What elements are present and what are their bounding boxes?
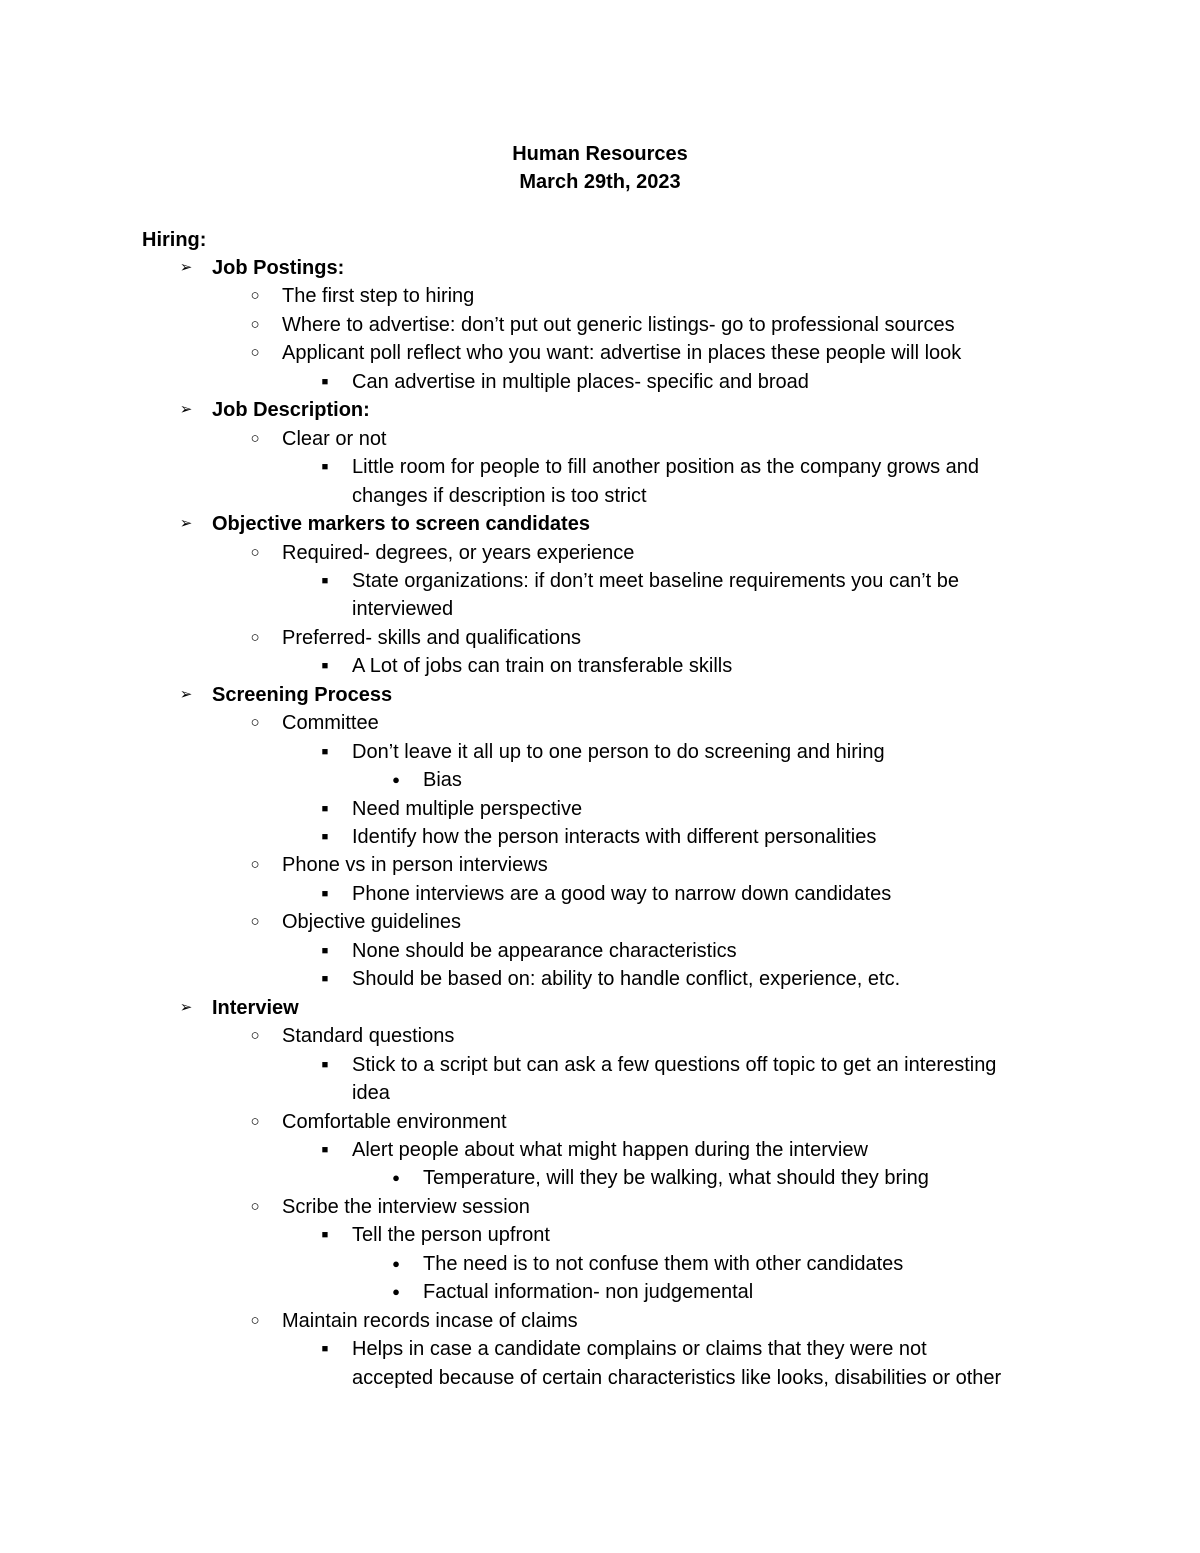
circle-bullet-icon: ○ — [250, 1311, 260, 1329]
square-bullet-icon: ■ — [321, 973, 329, 986]
arrow-bullet-icon: ➢ — [179, 401, 193, 419]
arrow-bullet-icon: ➢ — [179, 998, 193, 1016]
line-text: Required- degrees, or years experience — [282, 541, 635, 564]
line-text: Screening Process — [212, 683, 393, 706]
disc-bullet-icon: ● — [392, 1255, 400, 1271]
line-text: Should be based on: ability to handle conflict, experience, etc. — [352, 968, 901, 991]
line-text: Committee — [282, 712, 379, 735]
circle-bullet-icon: ○ — [250, 287, 260, 305]
line-text: accepted because of certain characteristics like looks, disabilities or other — [352, 1366, 1002, 1389]
line-text: A Lot of jobs can train on transferable skills — [352, 655, 733, 678]
square-bullet-icon: ■ — [321, 575, 329, 587]
circle-bullet-icon: ○ — [250, 714, 260, 732]
line-text: Maintain records incase of claims — [282, 1309, 578, 1332]
square-bullet-icon: ■ — [321, 1058, 329, 1071]
section-heading-hiring: Hiring: — [142, 229, 207, 251]
line-text: Comfortable environment — [282, 1110, 507, 1133]
disc-bullet-icon: ● — [392, 1284, 400, 1300]
square-bullet-icon: ■ — [321, 887, 329, 900]
line-text: Interview — [212, 996, 299, 1019]
circle-bullet-icon: ○ — [250, 856, 260, 874]
line-text: Phone vs in person interviews — [282, 854, 548, 877]
line-text: The need is to not confuse them with other candidates — [423, 1252, 904, 1275]
line-text: The first step to hiring — [282, 285, 475, 308]
line-text: Stick to a script but can ask a few questions off topic to get an interesting — [352, 1053, 997, 1076]
square-bullet-icon: ■ — [321, 1143, 329, 1156]
line-text: Scribe the interview session — [282, 1195, 530, 1218]
square-bullet-icon: ■ — [321, 944, 329, 957]
line-text: Phone interviews are a good way to narrow down candidates — [352, 882, 892, 905]
disc-bullet-icon: ● — [392, 1170, 400, 1186]
circle-bullet-icon: ○ — [250, 1197, 260, 1215]
line-text: Identify how the person interacts with different personalities — [352, 826, 877, 848]
line-text: changes if description is too strict — [352, 484, 647, 507]
circle-bullet-icon: ○ — [250, 1112, 260, 1130]
line-text: State organizations: if don’t meet baseline requirements you can’t be — [352, 570, 960, 592]
arrow-bullet-icon: ➢ — [179, 685, 193, 703]
circle-bullet-icon: ○ — [250, 315, 260, 333]
line-text: Temperature, will they be walking, what should they bring — [423, 1167, 929, 1190]
circle-bullet-icon: ○ — [250, 628, 260, 646]
line-text: Tell the person upfront — [352, 1224, 550, 1247]
line-text: Alert people about what might happen during the interview — [352, 1138, 868, 1161]
line-text: Bias — [423, 769, 462, 792]
line-text: None should be appearance characteristics — [352, 939, 737, 962]
line-text: Objective markers to screen candidates — [212, 513, 590, 536]
line-text: Helps in case a candidate complains or claims that they were not — [352, 1338, 927, 1361]
disc-bullet-icon: ● — [392, 772, 400, 788]
line-text: Job Postings: — [212, 257, 345, 279]
circle-bullet-icon: ○ — [250, 913, 260, 931]
arrow-bullet-icon: ➢ — [179, 515, 193, 533]
line-text: Job Description: — [212, 399, 370, 422]
line-text: idea — [352, 1082, 390, 1104]
square-bullet-icon: ■ — [321, 1229, 329, 1242]
square-bullet-icon: ■ — [321, 831, 329, 843]
arrow-bullet-icon: ➢ — [179, 259, 193, 276]
square-bullet-icon: ■ — [321, 660, 329, 673]
document-date: March 29th, 2023 — [519, 171, 681, 193]
line-text: Factual information- non judgemental — [423, 1281, 754, 1304]
circle-bullet-icon: ○ — [250, 543, 260, 561]
line-text: Need multiple perspective — [352, 797, 583, 820]
circle-bullet-icon: ○ — [250, 344, 260, 362]
line-text: Little room for people to fill another position as the company grows and — [352, 456, 980, 479]
line-text: Preferred- skills and qualifications — [282, 626, 582, 649]
line-text: Standard questions — [282, 1025, 455, 1048]
square-bullet-icon: ■ — [321, 461, 329, 474]
square-bullet-icon: ■ — [321, 375, 329, 388]
square-bullet-icon: ■ — [321, 1343, 329, 1356]
line-text: Objective guidelines — [282, 911, 461, 934]
line-text: Can advertise in multiple places- specific and broad — [352, 370, 809, 393]
circle-bullet-icon: ○ — [250, 1027, 260, 1045]
line-text: interviewed — [352, 598, 454, 621]
document-title: Human Resources — [512, 143, 688, 165]
square-bullet-icon: ■ — [321, 745, 329, 758]
line-text: Don’t leave it all up to one person to do screening and hiring — [352, 740, 885, 763]
square-bullet-icon: ■ — [321, 802, 329, 815]
line-text: Where to advertise: don’t put out generic listings- go to professional sources — [282, 313, 955, 336]
circle-bullet-icon: ○ — [250, 429, 260, 447]
line-text: Applicant poll reflect who you want: advertise in places these people will look — [282, 342, 962, 365]
line-text: Clear or not — [282, 427, 387, 450]
